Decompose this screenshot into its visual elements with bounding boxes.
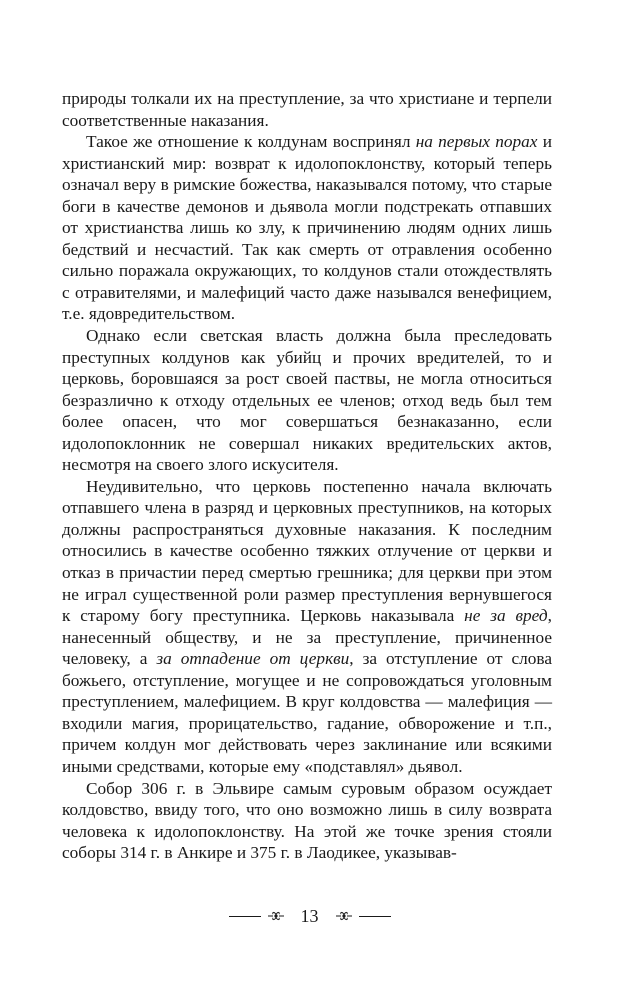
emphasis-na-pervykh-porakh: на первых порах [415, 132, 538, 152]
floral-ornament-icon [335, 910, 353, 922]
page-number: 13 [300, 906, 319, 926]
paragraph-2-rest: и христианский мир: возврат к идолопоклонству, который теперь означал веру в римские божества, наказывался потому, что старые боги в качестве демонов и дьявола могли подстрекать отпавших от христианства лишь ко злу, к причинению людям одних лишь бедствий и несчастий. Так как смерть от отравления особенно сильно поражала окружающих, то колдунов стали отождествлять с отравителями, и малефиций часто даже назывался венефицием, т.е. ядовредительством. [62, 132, 552, 324]
page-body [62, 88, 552, 864]
paragraph-3: Однако если светская власть должна была преследовать преступных колдунов как убийц и прочих вредителей, то и церковь, боровшаяся за рост своей паствы, не могла относиться безразлично к отходу отдельных ее членов; отход ведь был тем более опасен, что мог совершаться безнаказанно, если идолопоклонник не совершал никаких вредительских актов, несмотря на своего злого искусителя. [62, 326, 552, 475]
paragraph-4-rest: , за отступление от слова божьего, отступление, могущее и не сопровождаться уголовным преступлением, малефицием. В круг колдовства — малефиция — входили магия, прорицательство, гадание, обворожение и т.п., причем колдун мог действовать через заклинание или всякими иными средствами, которые ему «подставлял» дьявол. [62, 649, 553, 776]
floral-ornament-icon [267, 910, 285, 922]
paragraph-2-start: Такое же отношение к колдунам воспринял [86, 132, 416, 152]
paragraph-4 [62, 476, 552, 778]
footer-rule-right [359, 916, 391, 917]
emphasis-za-otpadenie: за отпадение от церкви [156, 649, 350, 669]
paragraph-5: Собор 306 г. в Эльвире самым суровым образом осуждает колдовство, ввиду того, что оно возможно лишь в силу возврата человека к идолопоклонству. На этой же точке зрения стояли соборы 314 г. в Анкире и 375 г. в Лаодикее, указывав- [62, 778, 552, 863]
paragraph-4-middle: , нанесенный обществу, и не за преступление, причиненное человеку, а [62, 606, 552, 669]
footer-rule-left [229, 916, 261, 917]
paragraph-2 [62, 131, 552, 325]
page-footer [0, 904, 619, 928]
emphasis-ne-za-vred: не за вред [464, 606, 548, 626]
paragraph-4-start: Неудивительно, что церковь постепенно начала включать отпавшего члена в разряд и церковных преступников, на которых должны распространяться духовные наказания. К последним относились в качестве особенно тяжких отлучение от церкви и отказ в причастии перед смертью грешника; для церкви при этом не играл существенной роли размер преступления вернувшегося к старому богу преступника. Церковь наказывала [62, 476, 552, 626]
paragraph-1: природы толкали их на преступление, за что христиане и терпели соответственные наказания. [62, 89, 552, 130]
